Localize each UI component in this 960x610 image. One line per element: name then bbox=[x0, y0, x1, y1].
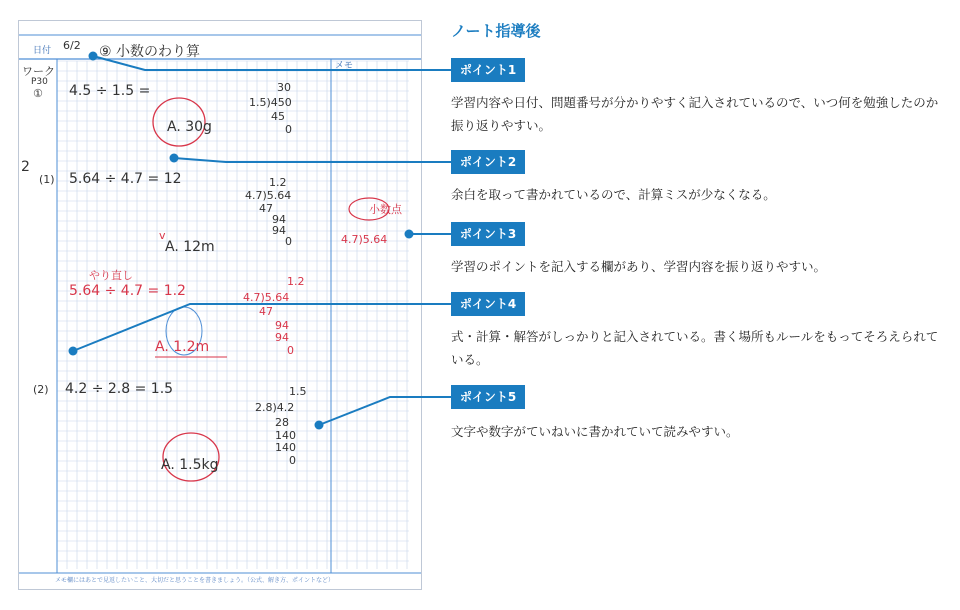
division-step: 140 bbox=[275, 441, 296, 454]
point-2-badge: ポイント2 bbox=[451, 150, 525, 174]
problem-2-answer: A. 12m bbox=[165, 239, 215, 255]
division-step: 94 bbox=[275, 331, 289, 344]
side-ref-page: P30 bbox=[31, 77, 48, 87]
problem-number: 2 bbox=[21, 159, 30, 175]
problem-3-expression: 4.2 ÷ 2.8 = 1.5 bbox=[65, 381, 174, 397]
division-step: 28 bbox=[275, 416, 289, 429]
date-label: 日付 bbox=[33, 46, 52, 56]
point-1-badge: ポイント1 bbox=[451, 58, 525, 82]
point-5-badge: ポイント5 bbox=[451, 385, 525, 409]
point-1-text: 学習内容や日付、問題番号が分かりやすく記入されているので、いつ何を勉強したのか振り返りやすい。 bbox=[451, 95, 939, 133]
notebook-page bbox=[18, 20, 422, 590]
division-quotient: 1.5 bbox=[289, 385, 307, 398]
redo-answer: A. 1.2m bbox=[155, 339, 210, 355]
lesson-title: ⑨ 小数のわり算 bbox=[99, 44, 201, 60]
redo-expression: 5.64 ÷ 4.7 = 1.2 bbox=[69, 283, 186, 299]
panel-title: ノート指導後 bbox=[451, 22, 541, 40]
problem-2-label: (1) bbox=[39, 173, 55, 186]
memo-note: 小数点 bbox=[369, 203, 402, 216]
memo-work: 4.7)5.64 bbox=[341, 233, 388, 246]
division-step: 94 bbox=[275, 319, 289, 332]
division-step: 94 bbox=[272, 224, 286, 237]
problem-3-label: (2) bbox=[33, 383, 49, 396]
division-remainder: 0 bbox=[289, 454, 296, 467]
problem-2-expression: 5.64 ÷ 4.7 = 12 bbox=[69, 171, 182, 187]
point-2-text: 余白を取って書かれているので、計算ミスが少なくなる。 bbox=[451, 187, 776, 202]
problem-3-answer: A. 1.5kg bbox=[161, 457, 219, 473]
division-step: 45 bbox=[271, 110, 285, 123]
redo-label: やり直し bbox=[89, 269, 133, 282]
division-remainder: 0 bbox=[285, 235, 292, 248]
problem-1-expression: 4.5 ÷ 1.5 = bbox=[69, 83, 151, 99]
point-4-badge: ポイント4 bbox=[451, 292, 525, 316]
footer-hint: メモ欄にはあとで見返したいこと、大切だと思うことを書きましょう。（公式、解き方、ポイントなど） bbox=[55, 577, 335, 584]
division-step: 47 bbox=[259, 305, 273, 318]
division-step: 94 bbox=[272, 213, 286, 226]
division-setup: 4.7)5.64 bbox=[245, 189, 292, 202]
side-ref-work: ワーク bbox=[22, 65, 55, 78]
side-ref-number: ① bbox=[33, 87, 43, 100]
division-remainder: 0 bbox=[287, 344, 294, 357]
division-setup: 4.7)5.64 bbox=[243, 291, 290, 304]
division-step: 47 bbox=[259, 202, 273, 215]
division-remainder: 0 bbox=[285, 123, 292, 136]
point-4-text: 式・計算・解答がしっかりと記入されている。書く場所もルールをもってそろえられている。 bbox=[451, 329, 939, 367]
division-setup: 1.5)450 bbox=[249, 96, 292, 109]
date-value: 6/2 bbox=[63, 39, 81, 52]
grid-paper bbox=[19, 21, 421, 589]
check-mark: v bbox=[159, 229, 166, 242]
division-step: 140 bbox=[275, 429, 296, 442]
point-3-text: 学習のポイントを記入する欄があり、学習内容を振り返りやすい。 bbox=[451, 259, 827, 274]
division-quotient: 30 bbox=[277, 81, 291, 94]
memo-label: メモ bbox=[335, 61, 354, 71]
problem-1-answer: A. 30g bbox=[167, 119, 212, 135]
division-setup: 2.8)4.2 bbox=[255, 401, 295, 414]
point-3-badge: ポイント3 bbox=[451, 222, 525, 246]
division-quotient: 1.2 bbox=[269, 176, 287, 189]
point-5-text: 文字や数字がていねいに書かれていて読みやすい。 bbox=[451, 424, 739, 439]
division-quotient: 1.2 bbox=[287, 275, 305, 288]
